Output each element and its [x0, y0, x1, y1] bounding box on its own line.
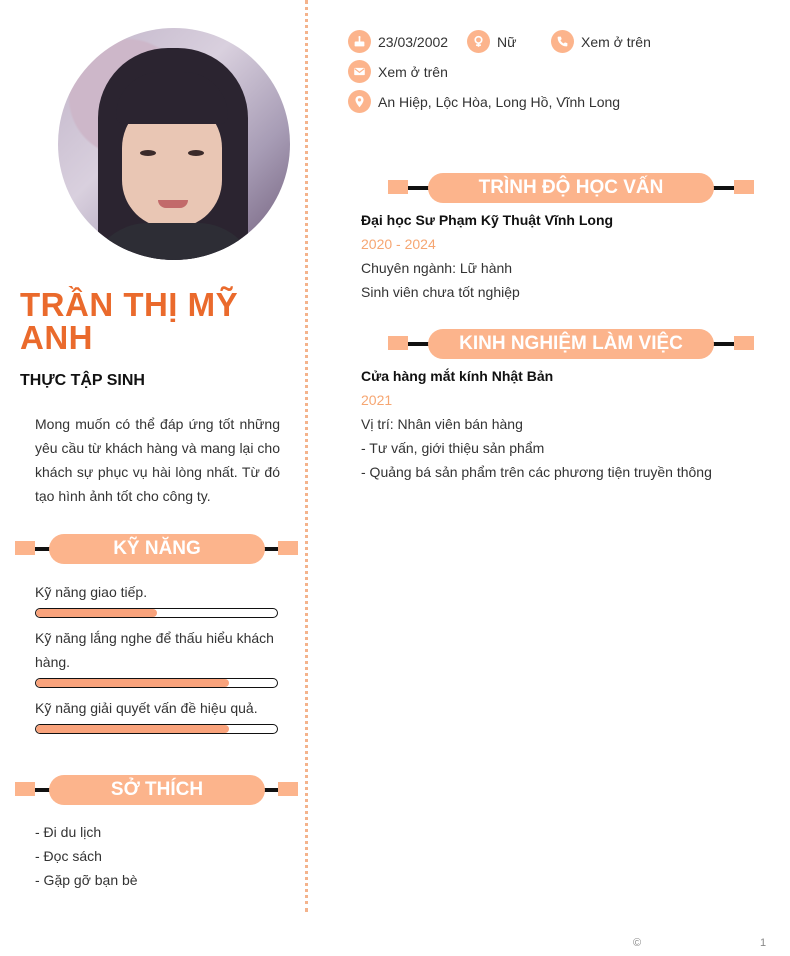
skill-item [35, 696, 278, 734]
skill-bar [35, 678, 278, 688]
email-value: Xem ở trên [378, 63, 448, 80]
section-title-hobbies: SỞ THÍCH [49, 775, 265, 805]
section-header-hobbies [15, 775, 298, 805]
education-major: Chuyên ngành: Lữ hành [361, 260, 513, 276]
gender-value: Nữ [497, 33, 517, 50]
section-title-experience: KINH NGHIỆM LÀM VIỆC [428, 329, 714, 359]
skill-item [35, 580, 278, 618]
experience-role: Vị trí: Nhân viên bán hàng [361, 416, 523, 432]
skills-list [35, 580, 278, 742]
map-pin-icon [348, 90, 371, 113]
contact-email [348, 60, 448, 83]
address-value: An Hiệp, Lộc Hòa, Long Hồ, Vĩnh Long [378, 93, 621, 110]
contact-birthday [348, 30, 448, 53]
list-item: - Đi du lịch [35, 824, 102, 840]
phone-value: Xem ở trên [581, 33, 651, 50]
footer-copyright: © [633, 937, 642, 949]
skill-bar-fill [36, 725, 229, 733]
contact-gender [467, 30, 516, 53]
skill-bar [35, 724, 278, 734]
section-title-education: TRÌNH ĐỘ HỌC VẤN [428, 173, 714, 203]
experience-company: Cửa hàng mắt kính Nhật Bản [361, 368, 554, 384]
section-header-skills [15, 534, 298, 564]
section-header-experience [388, 329, 754, 359]
education-status: Sinh viên chưa tốt nghiệp [361, 284, 520, 300]
cake-icon [348, 30, 371, 53]
education-school: Đại học Sư Phạm Kỹ Thuật Vĩnh Long [361, 212, 614, 228]
contact-phone [551, 30, 651, 53]
phone-icon [551, 30, 574, 53]
skill-name: Kỹ năng giao tiếp. [35, 584, 148, 600]
experience-duty: - Tư vấn, giới thiệu sản phẩm [361, 440, 545, 456]
career-objective: Mong muốn có thể đáp ứng tốt những yêu cầu từ khách hàng và mang lại cho khách sự phục vụ hài lòng nhất. Từ đó tạo hình ảnh tốt cho công ty. [35, 416, 280, 504]
footer-page-number: 1 [760, 937, 767, 949]
section-header-education [388, 173, 754, 203]
skill-name: Kỹ năng giải quyết vấn đề hiệu quả. [35, 700, 258, 716]
gender-icon [467, 30, 490, 53]
section-title-skills: KỸ NĂNG [49, 534, 265, 564]
hobbies-list [35, 820, 138, 892]
contact-address [348, 90, 620, 113]
skill-bar-fill [36, 679, 229, 687]
experience-duty: - Quảng bá sản phẩm trên các phương tiện truyền thông [361, 464, 712, 480]
list-item: - Gặp gỡ bạn bè [35, 872, 138, 888]
avatar [58, 28, 290, 260]
education-period: 2020 - 2024 [361, 236, 436, 252]
job-position: THỰC TẬP SINH [20, 372, 145, 389]
skill-item [35, 626, 278, 688]
skill-bar-fill [36, 609, 157, 617]
mail-icon [348, 60, 371, 83]
candidate-name: TRẦN THỊ MỸ ANH [20, 286, 239, 356]
list-item: - Đọc sách [35, 848, 102, 864]
birthday-value: 23/03/2002 [378, 33, 449, 50]
skill-bar [35, 608, 278, 618]
experience-period: 2021 [361, 392, 393, 408]
column-divider [305, 0, 308, 912]
skill-name: Kỹ năng lắng nghe để thấu hiểu khách hàng. [35, 630, 274, 670]
